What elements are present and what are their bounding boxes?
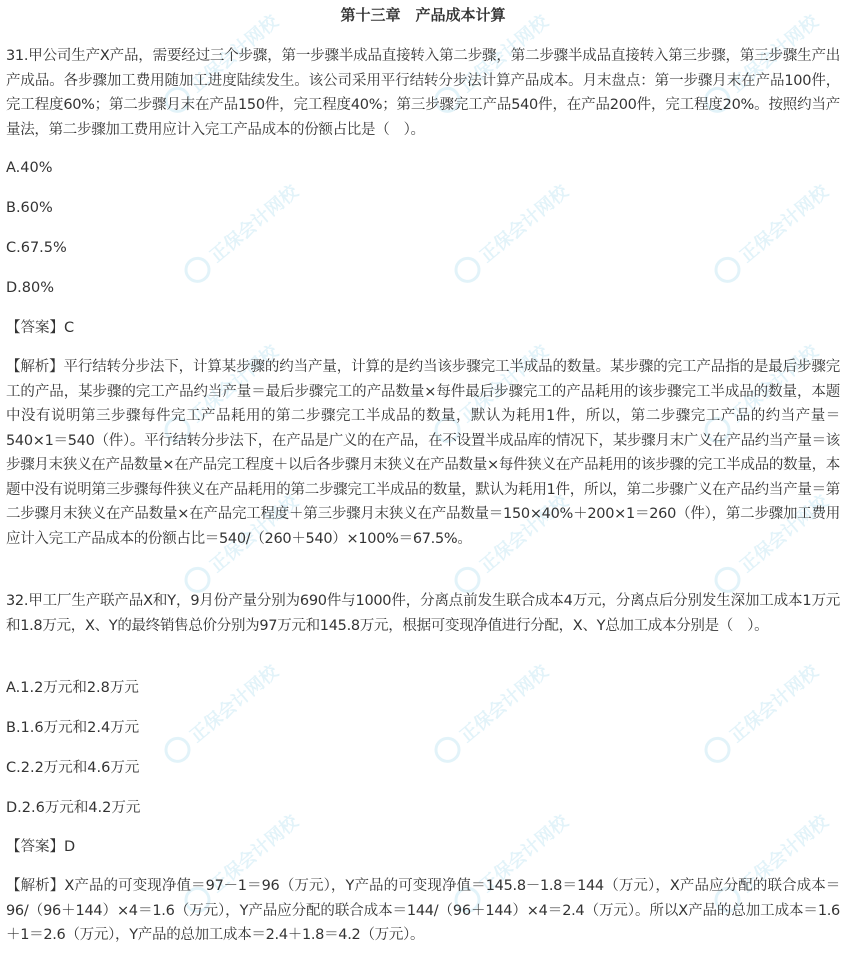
question-31-option-a: A.40%	[6, 160, 53, 176]
watermark-logo-icon	[449, 252, 486, 289]
watermark-logo-icon	[159, 732, 196, 769]
watermark-logo	[175, 166, 316, 293]
question-32-option-a: A.1.2万元和2.8万元	[6, 680, 139, 696]
question-32-stem: 32.甲工厂生产联产品X和Y，9月份产量分别为690件与1000件，分离点前发生联合成本4万元，分离点后分别发生深加工成本1万元和1.8万元，X、Y的最终销售总价分别为97万元和145.8万元，根据可变现净值进行分配，X、Y总加工成本分别是（ ）。	[6, 593, 840, 634]
question-31-option-c: C.67.5%	[6, 240, 67, 256]
question-32-explanation: 【解析】X产品的可变现净值＝97－1＝96（万元），Y产品的可变现净值＝145.8－1.8＝144（万元），X产品应分配的联合成本＝96/（96＋144）×4＝1.6（万元），Y产品应分配的联合成本＝144/（96＋144）×4＝2.4（万元）。所以X产品的总加工成本＝1.6＋1＝2.6（万元），Y产品的总加工成本＝2.4＋1.8＝4.2（万元）。	[6, 878, 840, 943]
question-31-explanation: 【解析】平行结转分步法下，计算某步骤的约当产量，计算的是约当该步骤完工半成品的数量。某步骤的完工产品指的是最后步骤完工的产品，某步骤的完工产品约当产量＝最后步骤完工的产品数量×每件最后步骤完工的产品耗用的该步骤完工半成品的数量，本题中没有说明第三步骤每件完工产品耗用的第二步骤完工半成品的数量，默认为耗用1件，所以，第二步骤完工产品的约当产量＝540×1＝540（件）。平行结转分步法下，在产品是广义的在产品，在不设置半成品库的情况下，某步骤月末广义在产品约当产量＝该步骤月末狭义在产品数量×在产品完工程度＋以后各步骤月末狭义在产品数量×每件狭义在产品耗用的该步骤的完工半成品的数量，本题中没有说明第三步骤每件狭义在产品耗用的第二步骤完工半成品的数量，默认为耗用1件，所以，第二步骤广义在产品约当产量＝第二步骤月末狭义在产品数量×在产品完工程度＋第三步骤月末狭义在产品数量＝150×40%＋200×1＝260（件），第二步骤加工费用应计入完工产品成本的份额占比＝540/（260＋540）×100%＝67.5%。	[6, 359, 840, 547]
watermark-logo	[695, 646, 836, 773]
question-32-option-d: D.2.6万元和4.2万元	[6, 800, 141, 816]
watermark-logo-text: 正保会计网校	[456, 11, 553, 97]
watermark-logo-text: 正保会计网校	[726, 11, 823, 97]
watermark-logo-text: 正保会计网校	[186, 661, 283, 747]
question-31-answer: 【答案】C	[6, 320, 75, 336]
watermark-logo-icon	[709, 252, 746, 289]
watermark-logo-text: 正保会计网校	[726, 341, 823, 427]
watermark-logo-text: 正保会计网校	[476, 491, 573, 577]
watermark-logo-text: 正保会计网校	[726, 661, 823, 747]
watermark-logo	[705, 166, 846, 293]
watermark-logo-text: 正保会计网校	[736, 491, 833, 577]
watermark-logo-text: 正保会计网校	[736, 181, 833, 267]
watermark-logo-text: 正保会计网校	[736, 811, 833, 897]
question-32-option-b: B.1.6万元和2.4万元	[6, 720, 140, 736]
watermark-logo-icon	[699, 732, 736, 769]
watermark-logo-text: 正保会计网校	[186, 11, 283, 97]
question-31-option-b: B.60%	[6, 200, 53, 216]
watermark-logo-text: 正保会计网校	[206, 811, 303, 897]
watermark-logo-text: 正保会计网校	[206, 181, 303, 267]
chapter-title: 第十三章 产品成本计算	[340, 6, 506, 24]
watermark-logo-icon	[179, 252, 216, 289]
watermark-logo	[445, 166, 586, 293]
question-31-stem: 31.甲公司生产X产品，需要经过三个步骤，第一步骤半成品直接转入第二步骤，第二步骤半成品直接转入第三步骤，第三步骤生产出产成品。各步骤加工费用随加工进度陆续发生。该公司采用平行结转分步法计算产品成本。月末盘点：第一步骤月末在产品100件，完工程度60%；第二步骤月末在产品150件，完工程度40%；第三步骤完工产品540件，在产品200件，完工程度20%。按照约当产量法，第二步骤加工费用应计入完工产品成本的份额占比是（ ）。	[6, 48, 840, 138]
question-32-option-c: C.2.2万元和4.6万元	[6, 760, 140, 776]
watermark-logo	[425, 646, 566, 773]
watermark-logo-text: 正保会计网校	[456, 341, 553, 427]
watermark-logo	[155, 646, 296, 773]
watermark-logo-text: 正保会计网校	[476, 811, 573, 897]
question-31-option-d: D.80%	[6, 280, 55, 296]
watermark-logo-icon	[429, 732, 466, 769]
watermark-logo-text: 正保会计网校	[186, 341, 283, 427]
watermark-logo-text: 正保会计网校	[206, 491, 303, 577]
watermark-logo-text: 正保会计网校	[476, 181, 573, 267]
watermark-logo-text: 正保会计网校	[456, 661, 553, 747]
question-32-answer: 【答案】D	[6, 839, 76, 855]
